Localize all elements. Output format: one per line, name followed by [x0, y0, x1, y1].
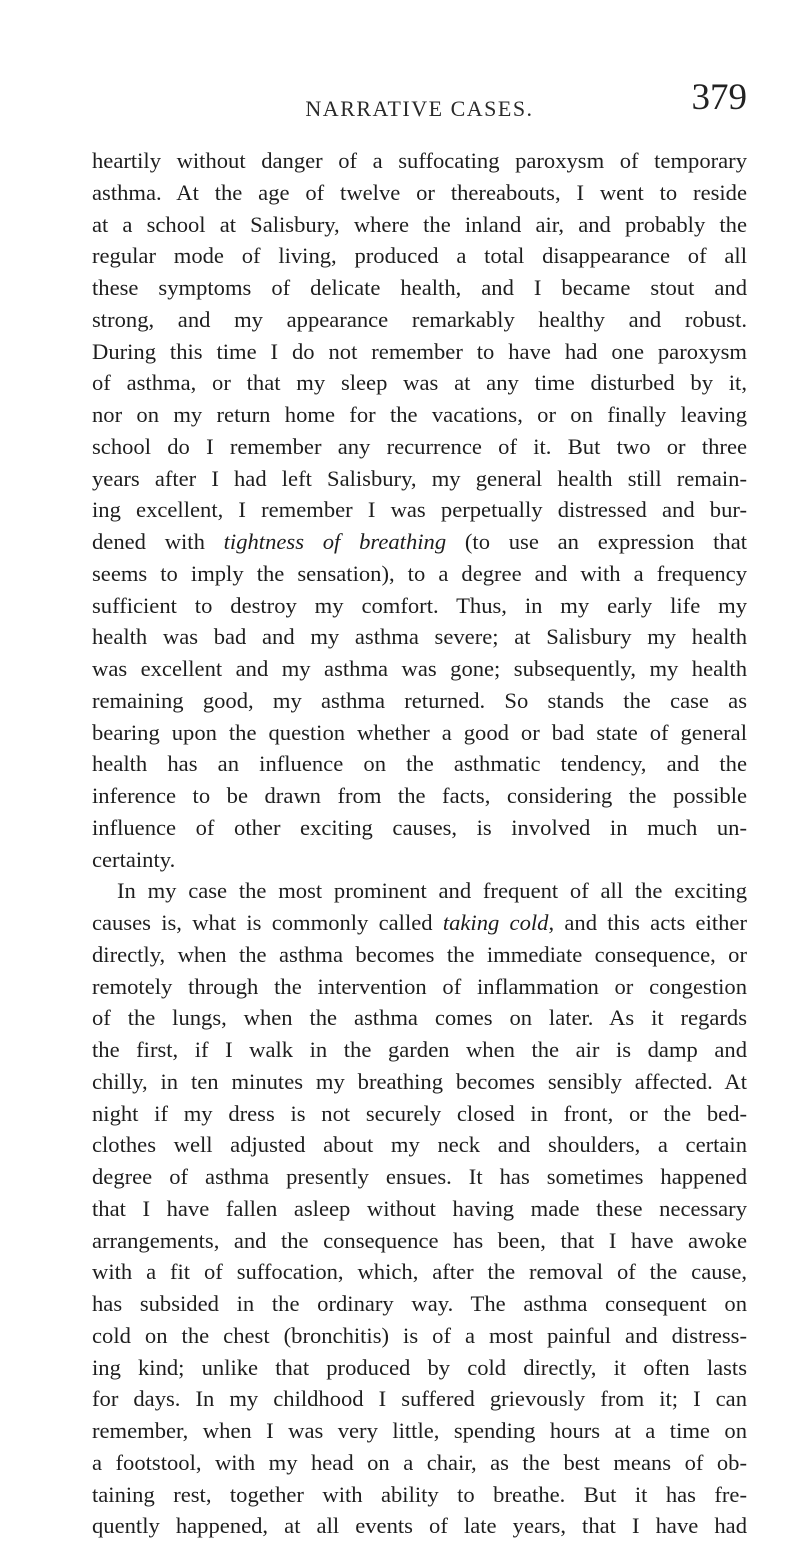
text-segment: , and this acts either — [548, 910, 747, 935]
text-line: nor on my return home for the vacations, or on finally leaving — [92, 402, 747, 427]
text-line: years after I had left Salisbury, my general health still remain- — [92, 465, 747, 491]
text-line: that I have fallen asleep without having made these necessary — [92, 1195, 747, 1221]
running-head — [92, 74, 747, 134]
text-line: bearing upon the question whether a good or bad state of general — [92, 719, 747, 745]
text-line: school do I remember any recurrence of it. But two or three — [92, 433, 747, 459]
text-line: taining rest, together with ability to breathe. But it has fre- — [92, 1481, 747, 1507]
text-line: of the lungs, when the asthma comes on later. As it regards — [92, 1005, 747, 1031]
running-head-title: NARRATIVE CASES. — [305, 96, 534, 121]
text-line: During this time I do not remember to have had one paroxysm — [92, 338, 747, 364]
text-line: was excellent and my asthma was gone; subsequently, my health — [92, 656, 747, 681]
text-line: with a fit of suffocation, which, after the removal of the cause, — [92, 1259, 747, 1285]
text-line: quently happened, at all events of late years, that I have had — [92, 1513, 747, 1539]
text-line: ing kind; unlike that produced by cold directly, it often lasts — [92, 1354, 747, 1380]
text-line — [92, 526, 747, 558]
text-line: regular mode of living, produced a total disappearance of all — [92, 243, 747, 269]
text-line: certainty. — [92, 846, 176, 872]
text-line: remaining good, my asthma returned. So stands the case as — [92, 687, 747, 713]
italic-phrase: taking cold — [442, 910, 549, 935]
text-line: asthma. At the age of twelve or thereabouts, I went to reside — [92, 179, 747, 205]
text-line: In my case the most prominent and frequent of all the exciting — [117, 878, 747, 904]
body-text — [92, 145, 747, 1542]
text-line: health was bad and my asthma severe; at Salisbury my health — [92, 624, 747, 650]
text-line: sufficient to destroy my comfort. Thus, in my early life my — [92, 592, 747, 618]
text-line: remember, when I was very little, spending hours at a time on — [92, 1418, 747, 1443]
text-line: a footstool, with my head on a chair, as the best means of ob- — [92, 1449, 747, 1475]
text-line: health has an influence on the asthmatic tendency, and the — [92, 751, 747, 777]
text-line: clothes well adjusted about my neck and shoulders, a certain — [92, 1132, 747, 1158]
text-line: seems to imply the sensation), to a degree and with a frequency — [92, 560, 747, 586]
page-number: 379 — [691, 77, 747, 118]
text-segment: dened with — [92, 529, 224, 554]
text-line: ing excellent, I remember I was perpetually distressed and bur- — [92, 497, 747, 523]
text-line: strong, and my appearance remarkably healthy and robust. — [92, 306, 747, 332]
text-line: at a school at Salisbury, where the inland air, and probably the — [92, 211, 747, 237]
text-line: heartily without danger of a suffocating paroxysm of temporary — [92, 148, 747, 173]
text-line: inference to be drawn from the facts, considering the possible — [92, 783, 747, 808]
text-line: degree of asthma presently ensues. It has sometimes happened — [92, 1164, 747, 1189]
text-line — [92, 907, 747, 939]
text-line: cold on the chest (bronchitis) is of a most painful and distress- — [92, 1322, 747, 1348]
text-line: night if my dress is not securely closed in front, or the bed- — [92, 1100, 747, 1126]
text-line: directly, when the asthma becomes the immediate consequence, or — [92, 941, 747, 967]
text-line: arrangements, and the consequence has been, that I have awoke — [92, 1227, 747, 1253]
text-segment: causes is, what is commonly called — [92, 910, 443, 935]
italic-phrase: tightness of breathing — [223, 529, 447, 554]
text-line: chilly, in ten minutes my breathing becomes sensibly affected. At — [92, 1068, 747, 1094]
text-line: has subsided in the ordinary way. The asthma consequent on — [92, 1291, 747, 1316]
text-line: these symptoms of delicate health, and I became stout and — [92, 275, 747, 300]
text-line: for days. In my childhood I suffered grievously from it; I can — [92, 1386, 747, 1412]
text-segment: (to use an expression that — [446, 529, 747, 554]
text-line: the first, if I walk in the garden when the air is damp and — [92, 1037, 747, 1062]
text-line: remotely through the intervention of inflammation or congestion — [92, 973, 747, 999]
text-line: influence of other exciting causes, is involved in much un- — [92, 814, 747, 840]
text-line: of asthma, or that my sleep was at any time disturbed by it, — [92, 370, 747, 396]
